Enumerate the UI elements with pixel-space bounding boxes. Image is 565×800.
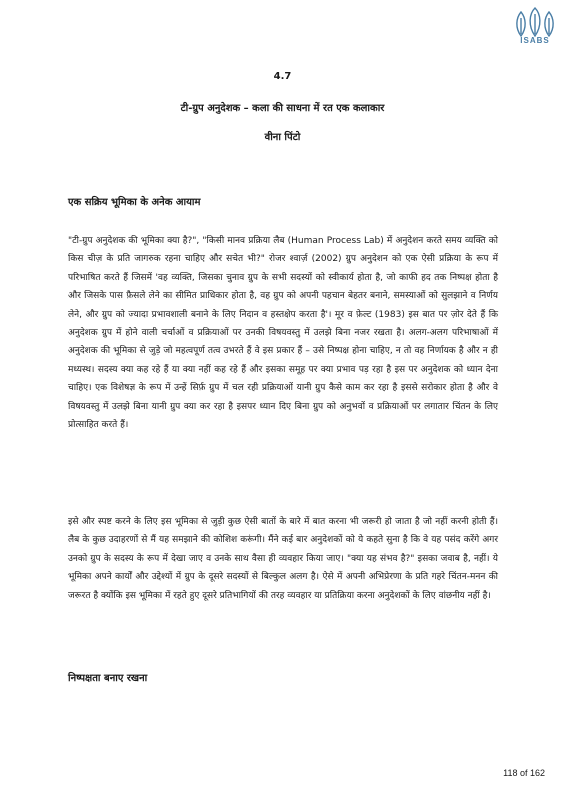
section-heading: निष्पक्षता बनाए रखना — [68, 673, 148, 684]
logo-emblem-icon — [512, 6, 558, 40]
page-number: 118 of 162 — [503, 768, 545, 778]
section-heading: एक सक्रिय भूमिका के अनेक आयाम — [68, 197, 201, 208]
isabs-logo — [512, 6, 558, 52]
logo-wordmark: ISABS — [520, 36, 550, 45]
body-paragraph: इसे और स्पष्ट करने के लिए इस भूमिका से जुड़ी कुछ ऐसी बातों के बारे में बात करना भी जरूरी हो जाता है जो नहीं करनी होती हैं। लैब के कुछ उदाहरणों से मैं यह समझाने की कोशिश करूंगी। मैंने कई बार अनुदेशकों को ये कहते सुना है कि वे यह पसंद करेंगे अगर उनको ग्रुप के सदस्य के रूप में देखा जाए व उनके साथ वैसा ही व्यवहार किया जाए। "क्या यह संभव है?" इसका जवाब है, नहीं। ये भूमिका अपने कार्यों और उद्देश्यों में ग्रुप के दूसरे सदस्यों से बिल्कुल अलग है। ऐसे में अपनी अभिप्रेरणा के प्रति गहरे चिंतन-मनन की जरूरत है क्योंकि इस भूमिका में रहते हुए दूसरे प्रतिभागियों की तरह व्यवहार या प्रतिक्रिया करना अनुदेशकों के लिए वांछनीय नहीं है। — [68, 517, 498, 601]
document-title: टी-ग्रुप अनुदेशक – कला की साधना में रत एक कलाकार — [180, 103, 385, 114]
author-name: वीना पिंटो — [264, 132, 301, 143]
section-number: 4.7 — [273, 71, 292, 82]
body-paragraph: "टी-ग्रुप अनुदेशक की भूमिका क्या है?", "किसी मानव प्रक्रिया लैब (Human Process Lab) में अनुदेशन करते समय व्यक्ति को किस चीज़ के प्रति जागरुक रहना चाहिए और सचेत भी?" रोजर श्वार्ज़ (2002) ग्रुप अनुदेशन को एक ऐसी प्रक्रिया के रूप में परिभाषित करते हैं जिसमें 'वह व्यक्ति, जिसका चुनाव ग्रुप के सभी सदस्यों को स्वीकार्य होता है, जो काफी हद तक निष्पक्ष होता है और जिसके पास फ़ैसले लेने का सीमित प्राधिकार होता है, वह ग्रुप को अपनी पहचान बेहतर बनाने, समस्याओं को सुलझाने व निर्णय लेने, और ग्रुप को ज्यादा प्रभावशाली बनाने के लिए निदान व हस्तक्षेप करता है'। मूर व फ़ेल्ट (1983) इस बात पर ज़ोर देते हैं कि अनुदेशक ग्रुप में होने वाली चर्चाओं व प्रक्रियाओं पर उनकी विषयवस्तु में उलझे बिना नजर रखता है। अलग-अलग परिभाषाओं में अनुदेशक की भूमिका से जुड़े जो महत्वपूर्ण तत्व उभरते हैं वे इस प्रकार हैं – उसे निष्पक्ष होना चाहिए, न तो वह निर्णायक है और न ही मध्यस्थ। सदस्य क्या कह रहे हैं या क्या नहीं कह रहे हैं और इसका समूह पर क्या प्रभाव पड़ रहा है इस पर अनुदेशक को ध्यान देना चाहिए। एक विशेषज्ञ के रूप में उन्हें सिर्फ़ ग्रुप में चल रही प्रक्रियाओं यानी ग्रुप कैसे काम कर रहा है इससे सरोकार होता है और वे विषयवस्तु में उलझे बिना यानी ग्रुप क्या कर रहा है इसपर ध्यान दिए बिना ग्रुप को अनुभवों व प्रक्रियाओं पर लगातार चिंतन के लिए प्रोत्साहित करते हैं। — [68, 236, 498, 431]
